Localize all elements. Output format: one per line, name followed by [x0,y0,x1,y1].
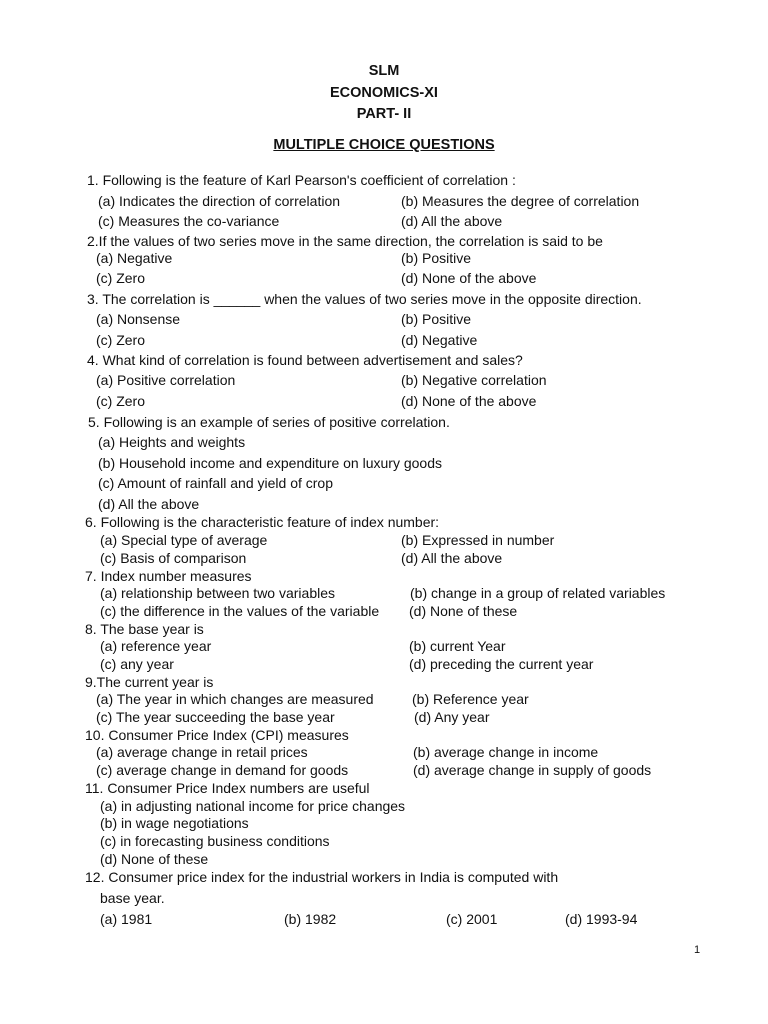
option-10c: (c) average change in demand for goods [96,762,349,778]
page-title: MULTIPLE CHOICE QUESTIONS [273,137,495,153]
question-9: 9.The current year is [85,674,214,690]
question-10: 10. Consumer Price Index (CPI) measures [85,727,349,743]
option-4d: (d) None of the above [401,393,537,409]
question-12-cont: base year. [100,890,165,906]
option-2c: (c) Zero [96,270,145,286]
option-1d: (d) All the above [401,213,503,229]
option-10d: (d) average change in supply of goods [413,762,652,778]
option-6d: (d) All the above [401,550,503,566]
option-11d: (d) None of these [100,851,209,867]
question-12: 12. Consumer price index for the industrial workers in India is computed with [85,869,559,885]
option-9b: (b) Reference year [412,691,529,707]
option-8c: (c) any year [100,656,174,672]
question-5: 5. Following is an example of series of positive correlation. [88,414,450,430]
question-3: 3. The correlation is ______ when the values of two series move in the opposite direction. [87,291,642,307]
option-6c: (c) Basis of comparison [100,550,247,566]
option-11b: (b) in wage negotiations [100,815,249,831]
question-6: 6. Following is the characteristic feature of index number: [85,514,440,530]
option-12b: (b) 1982 [284,911,337,927]
option-8d: (d) preceding the current year [409,656,594,672]
option-1c: (c) Measures the co-variance [98,213,280,229]
option-1a: (a) Indicates the direction of correlation [98,193,341,209]
header-subject: ECONOMICS-XI [330,85,438,101]
question-7: 7. Index number measures [85,568,252,584]
question-8: 8. The base year is [85,621,204,637]
option-3c: (c) Zero [96,332,145,348]
option-8a: (a) reference year [100,638,212,654]
header-part: PART- II [356,106,412,122]
option-8b: (b) current Year [409,638,506,654]
question-2: 2.If the values of two series move in the same direction, the correlation is said to be [87,233,603,249]
option-12d: (d) 1993-94 [565,911,638,927]
option-3a: (a) Nonsense [96,311,181,327]
option-7d: (d) None of these [409,603,518,619]
question-1: 1. Following is the feature of Karl Pearson's coefficient of correlation : [87,172,516,188]
option-7c: (c) the difference in the values of the variable [100,603,380,619]
option-1b: (b) Measures the degree of correlation [401,193,640,209]
option-5c: (c) Amount of rainfall and yield of crop [98,475,334,491]
question-4: 4. What kind of correlation is found between advertisement and sales? [87,352,523,368]
option-3b: (b) Positive [401,311,472,327]
option-9a: (a) The year in which changes are measured [96,691,374,707]
option-12c: (c) 2001 [446,911,498,927]
option-4c: (c) Zero [96,393,145,409]
option-6a: (a) Special type of average [100,532,268,548]
option-9d: (d) Any year [414,709,490,725]
option-2d: (d) None of the above [401,270,537,286]
option-2a: (a) Negative [96,250,173,266]
option-4b: (b) Negative correlation [401,372,547,388]
option-3d: (d) Negative [401,332,478,348]
option-11a: (a) in adjusting national income for price changes [100,798,406,814]
option-5d: (d) All the above [98,496,200,512]
option-10a: (a) average change in retail prices [96,744,308,760]
question-11: 11. Consumer Price Index numbers are useful [85,780,370,796]
header-slm: SLM [368,63,400,79]
option-5a: (a) Heights and weights [98,434,246,450]
option-11c: (c) in forecasting business conditions [100,833,330,849]
option-6b: (b) Expressed in number [401,532,555,548]
option-9c: (c) The year succeeding the base year [96,709,335,725]
option-2b: (b) Positive [401,250,472,266]
option-4a: (a) Positive correlation [96,372,236,388]
page-number: 1 [694,944,701,956]
option-10b: (b) average change in income [413,744,599,760]
option-7b: (b) change in a group of related variables [410,585,666,601]
option-5b: (b) Household income and expenditure on luxury goods [98,455,442,471]
option-7a: (a) relationship between two variables [100,585,336,601]
option-12a: (a) 1981 [100,911,153,927]
